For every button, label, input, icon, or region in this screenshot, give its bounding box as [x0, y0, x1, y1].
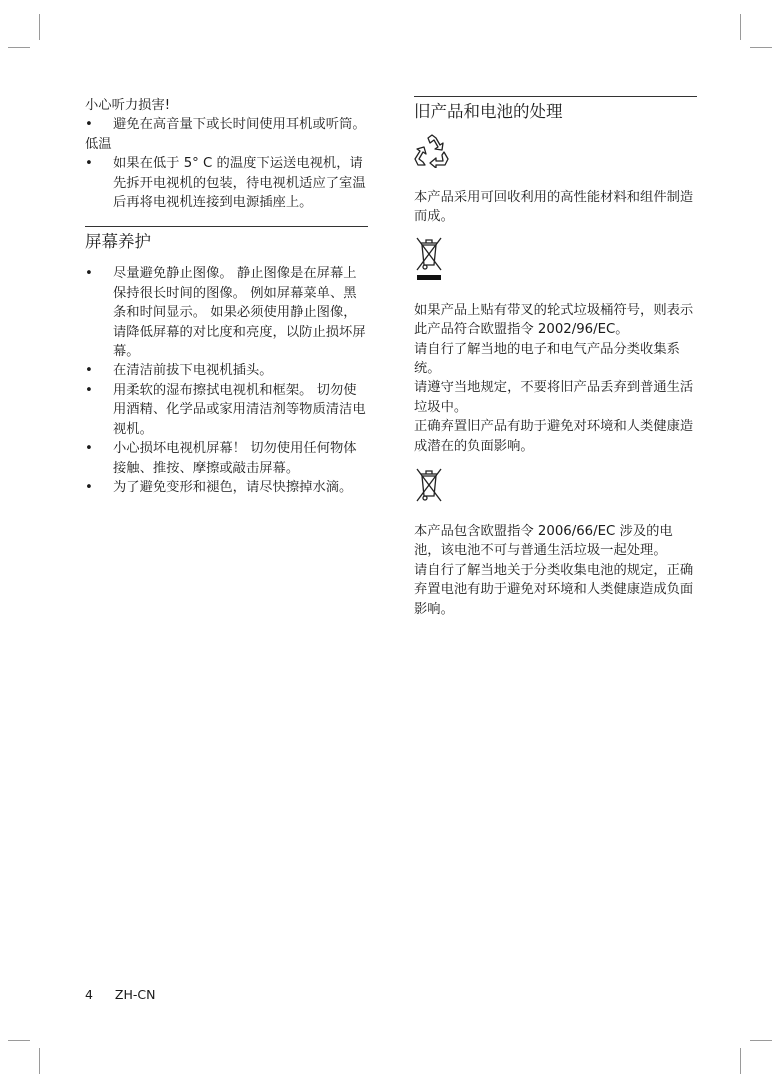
bullet: •	[85, 479, 93, 495]
bullet: •	[85, 117, 93, 133]
crop-mark	[39, 14, 40, 40]
low-temp-label: 低温	[85, 136, 112, 152]
crop-mark	[740, 1048, 741, 1074]
right-column	[414, 96, 697, 619]
list-item: • 为了避免变形和褪色，请尽快擦掉水滴。	[85, 478, 368, 497]
section-title-disposal: 旧产品和电池的处理	[414, 96, 697, 124]
screen-care-list	[85, 264, 368, 497]
bullet: •	[85, 156, 93, 172]
hearing-warning: 小心听力损害!	[85, 98, 171, 113]
battery-text: 本产品包含欧盟指令 2006/66/EC 涉及的电池，该电池不可与普通生活垃圾一起处理。 请自行了解当地关于分类收集电池的规定，正确弃置电池有助于避免对环境和人类健康造成负面影响。	[414, 524, 694, 617]
page-footer	[85, 986, 155, 1004]
left-column	[85, 96, 368, 497]
recycle-icon	[414, 134, 450, 168]
weee-text: 如果产品上贴有带叉的轮式垃圾桶符号，则表示此产品符合欧盟指令 2002/96/EC。 请自行了解当地的电子和电气产品分类收集系统。 请遵守当地规定，不要将旧产品丢弃到普通生活垃圾中。 正确弃置旧产品有助于避免对环境和人类健康造成潜在的负面影响。	[414, 302, 694, 454]
crossed-bin-icon	[414, 466, 444, 502]
bullet: •	[85, 363, 93, 379]
bullet: •	[85, 441, 93, 457]
crop-mark	[750, 1040, 772, 1041]
list-item: • 避免在高音量下或长时间使用耳机或听筒。	[85, 115, 368, 134]
crop-mark	[750, 47, 772, 48]
crop-mark	[740, 14, 741, 40]
list-item: • 小心损坏电视机屏幕！ 切勿使用任何物体接触、推按、摩擦或敲击屏幕。	[85, 441, 357, 476]
crop-mark	[39, 1048, 40, 1074]
crop-mark	[8, 47, 30, 48]
list-item: • 如果在低于 5° C 的温度下运送电视机，请先拆开电视机的包装，待电视机适应了室温后再将电视机连接到电源插座上。	[85, 156, 366, 211]
crossed-bin-with-bar-icon	[414, 235, 444, 281]
list-item: • 用柔软的湿布擦拭电视机和框架。 切勿使用酒精、化学品或家用清洁剂等物质清洁电视机。	[85, 382, 366, 437]
bullet: •	[85, 266, 93, 282]
recycle-text: 本产品采用可回收利用的高性能材料和组件制造而成。	[414, 190, 694, 225]
section-title-screen-care: 屏幕养护	[85, 226, 368, 254]
list-item: • 在清洁前拔下电视机插头。	[85, 361, 368, 380]
bullet: •	[85, 382, 93, 398]
page-number: 4	[85, 987, 93, 1002]
crop-mark	[8, 1040, 30, 1041]
language-code: ZH-CN	[114, 987, 156, 1002]
list-item: • 尽量避免静止图像。 静止图像是在屏幕上保持很长时间的图像。 例如屏幕菜单、黑条和时间显示。 如果必须使用静止图像，请降低屏幕的对比度和亮度，以防止损坏屏幕。	[85, 266, 366, 360]
hearing-list	[85, 115, 368, 134]
low-temp-list	[85, 154, 368, 212]
